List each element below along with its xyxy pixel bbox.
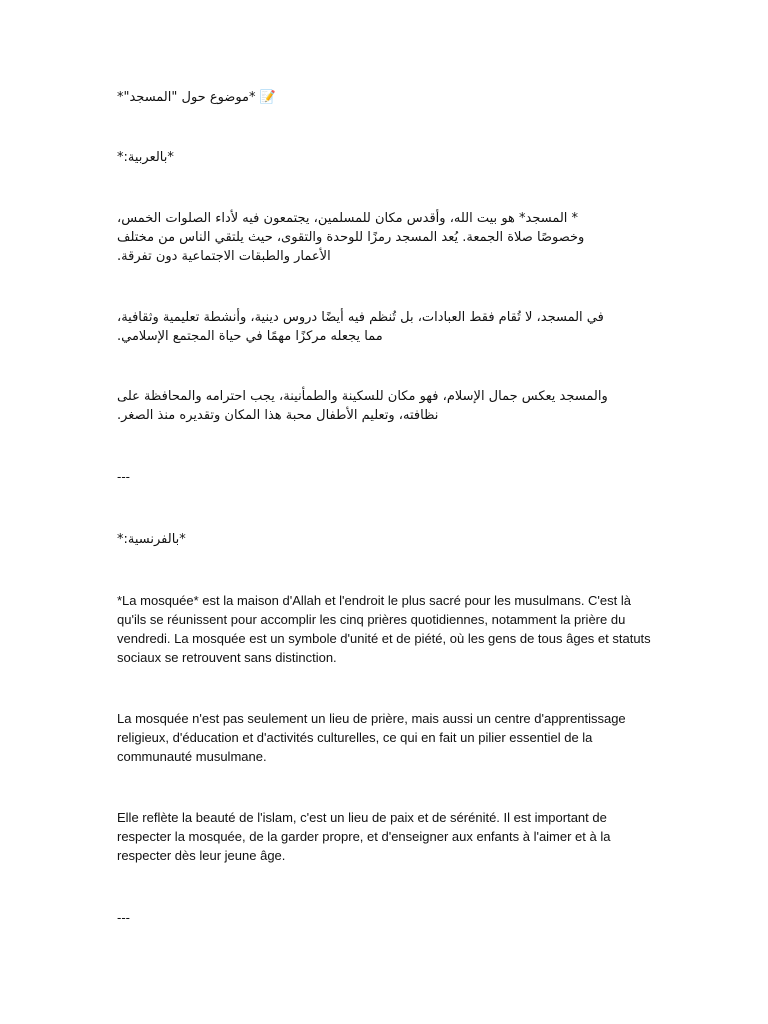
arabic-section-heading: *بالعربية:* <box>117 150 174 165</box>
paragraph-line: sociaux se retrouvent sans distinction. <box>117 650 337 665</box>
paragraph-line: religieux, d'éducation et d'activités culturelles, ce qui en fait un pilier essentiel de la <box>117 730 593 745</box>
paragraph-line: وخصوصًا صلاة الجمعة. يُعد المسجد رمزًا للوحدة والتقوى، حيث يلتقي الناس من مختلف <box>117 230 585 245</box>
paragraph-line: *La mosquée* est la maison d'Allah et l'endroit le plus sacré pour les musulmans. C'est là <box>117 593 631 608</box>
paragraph-line: Elle reflète la beauté de l'islam, c'est un lieu de paix et de sérénité. Il est important de <box>117 810 607 825</box>
paragraph-line: qu'ils se réunissent pour accomplir les cinq prières quotidiennes, notamment la prière du <box>117 612 626 627</box>
paragraph-line: vendredi. La mosquée est un symbole d'unité et de piété, où les gens de tous âges et statuts <box>117 631 651 646</box>
paragraph-line: الأعمار والطبقات الاجتماعية دون تفرقة. <box>117 249 331 264</box>
section-separator: --- <box>117 469 130 484</box>
paragraph-line: respecter dès leur jeune âge. <box>117 848 286 863</box>
paragraph-line: communauté musulmane. <box>117 749 267 764</box>
paragraph-line: مما يجعله مركزًا مهمًا في حياة المجتمع الإسلامي. <box>117 329 383 344</box>
section-separator: --- <box>117 910 130 925</box>
paragraph-line: نظافته، وتعليم الأطفال محبة هذا المكان وتقديره منذ الصغر. <box>117 408 439 423</box>
paragraph-line: La mosquée n'est pas seulement un lieu de prière, mais aussi un centre d'apprentissage <box>117 711 626 726</box>
paragraph-line: والمسجد يعكس جمال الإسلام، فهو مكان للسكينة والطمأنينة، يجب احترامه والمحافظة على <box>117 389 608 404</box>
paragraph-line: في المسجد، لا تُقام فقط العبادات، بل تُنظم فيه أيضًا دروس دينية، وأنشطة تعليمية وثقافية، <box>117 310 604 325</box>
french-section-heading: *بالفرنسية:* <box>117 532 186 547</box>
document-title: 📝 *موضوع حول "المسجد"* <box>117 90 276 105</box>
paragraph-line: respecter la mosquée, de la garder propre, et d'enseigner aux enfants à l'aimer et à la <box>117 829 611 844</box>
paragraph-line: * المسجد* هو بيت الله، وأقدس مكان للمسلمين، يجتمعون فيه لأداء الصلوات الخمس، <box>117 211 579 226</box>
